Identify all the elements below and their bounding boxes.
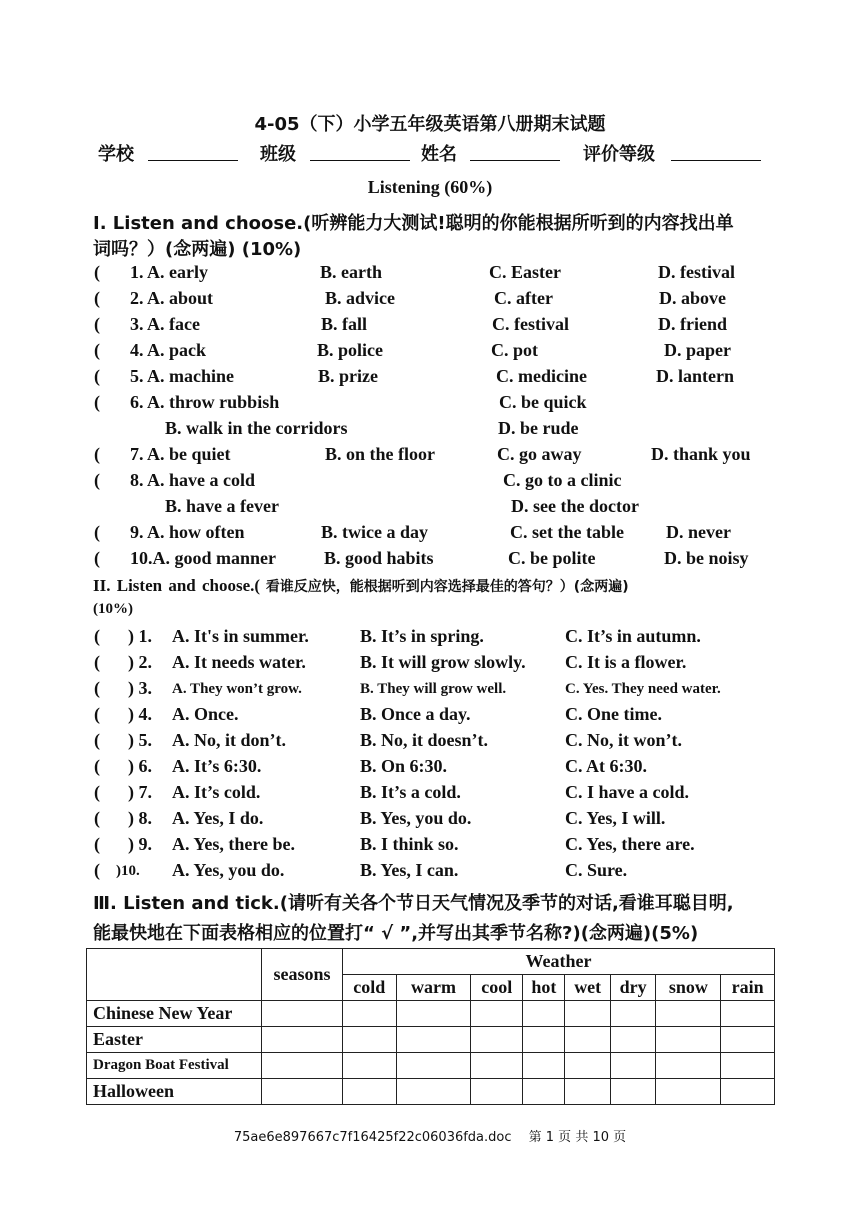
section2-instruction	[93, 576, 629, 596]
tick-cell[interactable]	[396, 1079, 471, 1105]
paren[interactable]: (	[94, 548, 100, 568]
paren[interactable]: (	[94, 860, 100, 880]
season-cell[interactable]	[262, 1001, 343, 1027]
option-c: C. after	[494, 288, 553, 308]
paren[interactable]: (	[94, 314, 100, 334]
tick-cell[interactable]	[396, 1027, 471, 1053]
question-a: 4. A. pack	[130, 340, 207, 360]
option-b: B. good habits	[324, 548, 434, 568]
option-c: C. Yes, there are.	[565, 834, 695, 854]
option-a: A. It’s cold.	[172, 782, 261, 802]
paren[interactable]: (	[94, 470, 100, 490]
option-b: B. Yes, I can.	[360, 860, 459, 880]
question-a: 10.A. good manner	[130, 548, 277, 568]
option-b: B. No, it doesn’t.	[360, 730, 489, 750]
option-d: D. thank you	[651, 444, 751, 464]
tick-cell[interactable]	[610, 1027, 655, 1053]
option-c: C. pot	[491, 340, 539, 360]
paren[interactable]: (	[94, 782, 100, 802]
page-footer: 75ae6e897667c7f16425f22c06036fda.doc 第 1 页 共 10 页	[233, 1130, 627, 1145]
class-label: 班级	[260, 144, 296, 165]
tick-cell[interactable]	[610, 1053, 655, 1079]
option-b: B. It’s in spring.	[360, 626, 484, 646]
option-a: A. They won’t grow.	[172, 681, 302, 697]
table-row	[87, 1053, 775, 1079]
option-b: B. Once a day.	[360, 704, 471, 724]
option-a: A. It needs water.	[172, 652, 306, 672]
page-title: 4-05（下）小学五年级英语第八册期末试题	[254, 114, 606, 135]
tick-cell[interactable]	[523, 1001, 565, 1027]
tick-cell[interactable]	[565, 1001, 610, 1027]
option-c: C. go away	[497, 444, 582, 464]
grade-blank[interactable]	[671, 160, 761, 161]
listening-heading: Listening (60%)	[367, 177, 493, 197]
festival-label: Chinese New Year	[87, 1001, 262, 1027]
weather-col: dry	[610, 975, 655, 1001]
option-c: C. festival	[492, 314, 569, 334]
option-d: D. above	[659, 288, 726, 308]
tick-cell[interactable]	[396, 1053, 471, 1079]
number: ) 6.	[128, 756, 152, 776]
paren[interactable]: (	[94, 340, 100, 360]
option-c: C. I have a cold.	[565, 782, 690, 802]
tick-cell[interactable]	[721, 1001, 775, 1027]
option-c: C. go to a clinic	[503, 470, 622, 490]
option-d: D. festival	[658, 262, 735, 282]
weather-col: snow	[656, 975, 721, 1001]
option-c: C. Yes, I will.	[565, 808, 666, 828]
question-a: 3. A. face	[130, 314, 200, 334]
tick-cell[interactable]	[721, 1053, 775, 1079]
question-a: 1. A. early	[130, 262, 208, 282]
question-a: 2. A. about	[130, 288, 214, 308]
tick-cell[interactable]	[343, 1079, 397, 1105]
weather-header: Weather	[343, 949, 775, 975]
table-corner	[87, 949, 262, 1001]
paren[interactable]: (	[94, 678, 100, 698]
tick-cell[interactable]	[565, 1079, 610, 1105]
option-c: C. One time.	[565, 704, 662, 724]
tick-cell[interactable]	[656, 1079, 721, 1105]
paren[interactable]: (	[94, 444, 100, 464]
option-a: A. Yes, I do.	[172, 808, 264, 828]
tick-cell[interactable]	[471, 1053, 523, 1079]
option-c: C. It is a flower.	[565, 652, 687, 672]
option-b: B. advice	[325, 288, 395, 308]
option-b: B. walk in the corridors	[165, 418, 348, 438]
tick-cell[interactable]	[721, 1027, 775, 1053]
option-b: B. have a fever	[165, 496, 279, 516]
option-d: D. see the doctor	[511, 496, 639, 516]
option-b: B. Yes, you do.	[360, 808, 472, 828]
tick-cell[interactable]	[565, 1053, 610, 1079]
number: ) 4.	[128, 704, 152, 724]
paren[interactable]: (	[94, 262, 100, 282]
option-b: B. It’s a cold.	[360, 782, 461, 802]
option-c: C. Sure.	[565, 860, 628, 880]
tick-cell[interactable]	[610, 1001, 655, 1027]
section2-desc: 看谁反应快，能根据听到内容选择最佳的答句？）(念两遍)	[265, 579, 629, 595]
tick-cell[interactable]	[656, 1053, 721, 1079]
table-row	[87, 1001, 775, 1027]
weather-col: warm	[396, 975, 471, 1001]
tick-cell[interactable]	[471, 1079, 523, 1105]
festival-label: Halloween	[87, 1079, 262, 1105]
tick-cell[interactable]	[396, 1001, 471, 1027]
question-a: 7. A. be quiet	[130, 444, 231, 464]
option-c: C. be quick	[499, 392, 587, 412]
option-b: B. fall	[321, 314, 368, 334]
option-b: B. It will grow slowly.	[360, 652, 526, 672]
option-b: B. I think so.	[360, 834, 459, 854]
paren[interactable]: (	[94, 756, 100, 776]
weather-col: cool	[471, 975, 523, 1001]
school-label: 学校	[98, 144, 134, 165]
option-a: A. It’s 6:30.	[172, 756, 262, 776]
option-b: B. on the floor	[325, 444, 435, 464]
tick-cell[interactable]	[343, 1027, 397, 1053]
option-a: A. Yes, you do.	[172, 860, 285, 880]
tick-cell[interactable]	[471, 1001, 523, 1027]
option-b: B. twice a day	[321, 522, 428, 542]
option-a: A. It's in summer.	[172, 626, 309, 646]
tick-cell[interactable]	[656, 1027, 721, 1053]
section1-instruction: Ⅰ. Listen and choose.(听辨能力大测试!聪明的你能根据所听到的内容找出单	[93, 213, 734, 234]
tick-cell[interactable]	[565, 1027, 610, 1053]
weather-col: hot	[523, 975, 565, 1001]
name-label: 姓名	[421, 144, 457, 165]
option-d: D. paper	[664, 340, 731, 360]
option-c: C. It’s in autumn.	[565, 626, 701, 646]
option-c: C. No, it won’t.	[565, 730, 682, 750]
option-d: D. be noisy	[664, 548, 749, 568]
option-a: A. No, it don’t.	[172, 730, 287, 750]
tick-cell[interactable]	[343, 1001, 397, 1027]
festival-label: Easter	[87, 1027, 262, 1053]
option-b: B. prize	[318, 366, 378, 386]
number: ) 2.	[128, 652, 152, 672]
section3-instruction-2: 能最快地在下面表格相应的位置打“ √ ”,并写出其季节名称?)(念两遍)(5%)	[93, 923, 699, 944]
paren[interactable]: (	[94, 704, 100, 724]
weather-col: cold	[343, 975, 397, 1001]
option-d: D. lantern	[656, 366, 734, 386]
tick-cell[interactable]	[610, 1079, 655, 1105]
number: ) 5.	[128, 730, 152, 750]
season-cell[interactable]	[262, 1027, 343, 1053]
option-a: A. Once.	[172, 704, 239, 724]
paren[interactable]: (	[94, 366, 100, 386]
number: ) 1.	[128, 626, 152, 646]
weather-col: wet	[565, 975, 610, 1001]
paren[interactable]: (	[94, 730, 100, 750]
option-b: B. On 6:30.	[360, 756, 448, 776]
section1-instruction-2: 词吗？）(念两遍) (10%)	[93, 239, 302, 260]
weather-col: rain	[721, 975, 775, 1001]
tick-cell[interactable]	[656, 1001, 721, 1027]
grade-label: 评价等级	[583, 144, 655, 165]
question-a: 6. A. throw rubbish	[130, 392, 280, 412]
option-c: C. set the table	[510, 522, 624, 542]
tick-cell[interactable]	[471, 1027, 523, 1053]
paren[interactable]: (	[94, 834, 100, 854]
option-a: A. Yes, there be.	[172, 834, 295, 854]
section2-title: II. Listen and choose.(	[93, 576, 261, 595]
number: ) 7.	[128, 782, 152, 802]
weather-table	[86, 948, 775, 1105]
season-cell[interactable]	[262, 1053, 343, 1079]
number: )10.	[116, 863, 140, 879]
class-blank[interactable]	[310, 160, 410, 161]
tick-cell[interactable]	[523, 1053, 565, 1079]
school-blank[interactable]	[148, 160, 238, 161]
option-c: C. Yes. They need water.	[565, 681, 721, 697]
paren[interactable]: (	[94, 626, 100, 646]
option-b: B. They will grow well.	[360, 681, 507, 697]
table-row	[87, 1027, 775, 1053]
paren[interactable]: (	[94, 288, 100, 308]
number: ) 3.	[128, 678, 152, 698]
tick-cell[interactable]	[523, 1079, 565, 1105]
name-blank[interactable]	[470, 160, 560, 161]
option-c: C. Easter	[489, 262, 561, 282]
option-c: C. be polite	[508, 548, 596, 568]
option-d: D. be rude	[498, 418, 579, 438]
table-row	[87, 1079, 775, 1105]
option-d: D. friend	[658, 314, 727, 334]
question-a: 8. A. have a cold	[130, 470, 256, 490]
option-b: B. earth	[320, 262, 382, 282]
tick-cell[interactable]	[343, 1053, 397, 1079]
number: ) 9.	[128, 834, 152, 854]
seasons-header: seasons	[262, 949, 343, 1001]
option-d: D. never	[666, 522, 731, 542]
option-b: B. police	[317, 340, 383, 360]
option-c: C. medicine	[496, 366, 587, 386]
tick-cell[interactable]	[523, 1027, 565, 1053]
section3-instruction: Ⅲ. Listen and tick.(请听有关各个节日天气情况及季节的对话,看谁耳聪目明,	[93, 893, 734, 914]
paren[interactable]: (	[94, 392, 100, 412]
paren[interactable]: (	[94, 522, 100, 542]
question-a: 9. A. how often	[130, 522, 245, 542]
section2-points: (10%)	[93, 601, 133, 617]
paren[interactable]: (	[94, 652, 100, 672]
paren[interactable]: (	[94, 808, 100, 828]
question-a: 5. A. machine	[130, 366, 235, 386]
festival-label: Dragon Boat Festival	[87, 1053, 262, 1079]
option-c: C. At 6:30.	[565, 756, 647, 776]
number: ) 8.	[128, 808, 152, 828]
tick-cell[interactable]	[721, 1079, 775, 1105]
season-cell[interactable]	[262, 1079, 343, 1105]
